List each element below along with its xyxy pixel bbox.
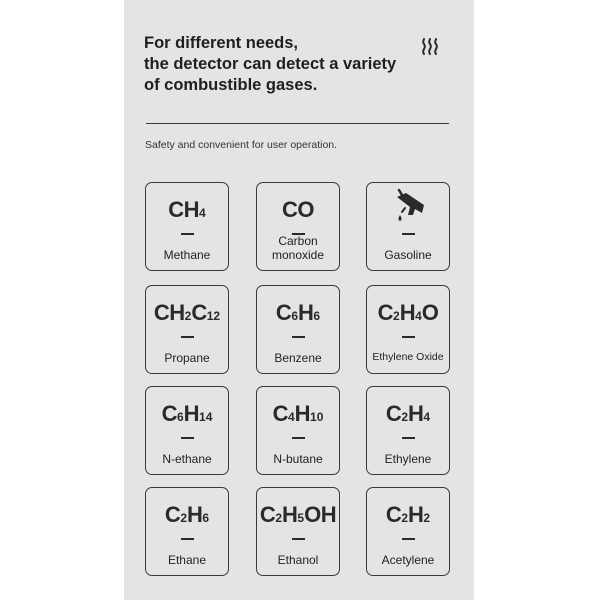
formula-subscript: 2: [180, 511, 187, 525]
formula-subscript: 6: [291, 309, 298, 323]
formula-subscript: 2: [275, 511, 282, 525]
gas-name: Gasoline: [384, 248, 432, 262]
formula-element: C: [164, 502, 181, 527]
formula-element: H: [408, 401, 424, 426]
chemical-formula: [367, 300, 449, 329]
gas-name: Ethane: [167, 553, 207, 567]
formula-element: C: [377, 300, 393, 325]
formula-subscript: 2: [423, 511, 431, 525]
gas-card: [256, 182, 340, 271]
chemical-formula: [257, 401, 339, 430]
gas-card: [256, 487, 340, 576]
formula-subscript: 14: [199, 410, 213, 424]
formula-element: H: [294, 401, 311, 426]
separator-dash: [402, 437, 415, 439]
formula-subscript: 4: [199, 206, 206, 220]
gas-card: [366, 386, 450, 475]
formula-subscript: 4: [287, 410, 295, 424]
separator-dash: [181, 233, 194, 235]
formula-element: C: [191, 300, 207, 325]
formula-element: OH: [304, 502, 337, 527]
formula-element: H: [408, 502, 424, 527]
gas-name: Carbon monoxide: [271, 234, 325, 262]
formula-subscript: 2: [184, 309, 192, 323]
chemical-formula: [257, 197, 339, 223]
gas-card: [366, 182, 450, 271]
separator-dash: [402, 538, 415, 540]
chemical-formula: [146, 502, 228, 531]
formula-subscript: 6: [176, 410, 184, 424]
separator-dash: [292, 437, 305, 439]
formula-element: C: [275, 300, 292, 325]
formula-element: H: [187, 502, 203, 527]
gas-name: Propane: [164, 351, 210, 365]
gas-name: Benzene: [274, 351, 322, 365]
gas-name: Acetylene: [381, 553, 435, 567]
fuel-nozzle-icon: [393, 189, 427, 225]
formula-subscript: 2: [401, 410, 408, 424]
gas-card: [256, 285, 340, 374]
formula-element: H: [399, 300, 416, 325]
formula-element: C: [385, 502, 402, 527]
separator-dash: [402, 233, 415, 235]
formula-subscript: 4: [415, 309, 422, 323]
formula-element: C: [385, 401, 402, 426]
separator-dash: [292, 336, 305, 338]
gas-name: Methane: [163, 248, 211, 262]
chemical-formula: [257, 300, 339, 329]
gas-card: [145, 182, 229, 271]
formula-subscript: 4: [423, 410, 431, 424]
headline: For different needs, the detector can detect a variety of combustible gases.: [144, 34, 397, 94]
chemical-formula: [146, 197, 228, 226]
separator-dash: [292, 538, 305, 540]
gas-card: [145, 285, 229, 374]
gas-name: N-butane: [273, 452, 323, 466]
formula-subscript: 6: [202, 511, 210, 525]
separator-dash: [181, 336, 194, 338]
gas-card: [145, 487, 229, 576]
formula-subscript: 6: [313, 309, 321, 323]
formula-subscript: 12: [206, 309, 221, 323]
chemical-formula: [146, 401, 228, 430]
separator-dash: [181, 437, 194, 439]
formula-element: H: [298, 300, 314, 325]
formula-element: O: [421, 300, 439, 325]
gas-name: Ethanol: [277, 553, 319, 567]
separator-dash: [181, 538, 194, 540]
formula-subscript: 5: [297, 511, 305, 525]
gas-card: [366, 285, 450, 374]
subtitle: Safety and convenient for user operation.: [145, 139, 338, 151]
gas-name: Ethylene: [384, 452, 432, 466]
heat-waves-icon: [420, 38, 440, 56]
formula-element: C: [272, 401, 288, 426]
gas-name: N-ethane: [162, 452, 212, 466]
formula-element: C: [161, 401, 177, 426]
formula-subscript: 2: [401, 511, 408, 525]
chemical-formula: [367, 401, 449, 430]
info-panel: [124, 0, 474, 600]
gas-card: [256, 386, 340, 475]
chemical-formula: [367, 502, 449, 531]
gas-card: [145, 386, 229, 475]
formula-element: CH: [168, 197, 200, 222]
formula-element: C: [259, 502, 276, 527]
formula-subscript: 10: [310, 410, 324, 424]
gas-card: [366, 487, 450, 576]
chemical-formula: [257, 502, 339, 531]
formula-element: H: [183, 401, 200, 426]
separator-dash: [402, 336, 415, 338]
chemical-formula: [146, 300, 228, 329]
formula-element: CO: [282, 197, 314, 222]
gas-name: Ethylene Oxide: [372, 351, 444, 363]
formula-element: H: [282, 502, 298, 527]
divider: [146, 123, 449, 124]
formula-element: CH: [153, 300, 185, 325]
formula-subscript: 2: [393, 309, 400, 323]
